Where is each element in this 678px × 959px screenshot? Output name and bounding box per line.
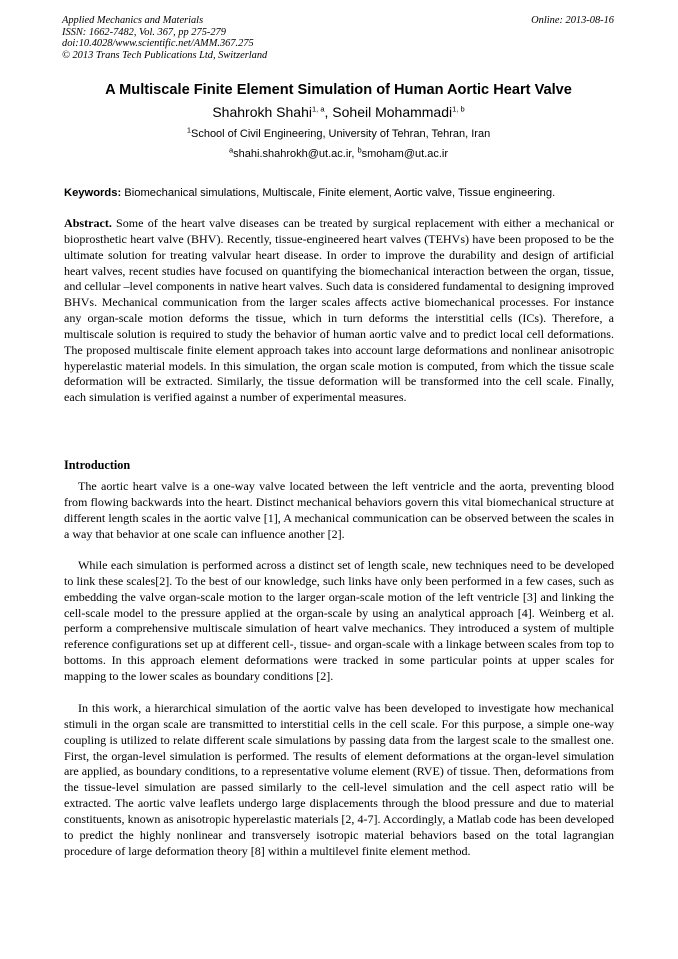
paper-title: A Multiscale Finite Element Simulation of Human Aortic Heart Valve	[105, 82, 572, 98]
abstract	[64, 216, 614, 406]
affiliation-text: School of Civil Engineering, University of Tehran, Tehran, Iran	[190, 128, 491, 140]
doi-line: doi:10.4028/www.scientific.net/AMM.367.275	[62, 38, 254, 50]
title-block	[62, 80, 615, 162]
section-heading-introduction: Introduction	[64, 458, 131, 472]
email-superscript: b	[357, 145, 362, 155]
author-separator: ,	[324, 104, 333, 120]
affiliation-superscript: 1	[186, 125, 191, 135]
author-superscript: 1, a	[311, 104, 325, 114]
email-link[interactable]: shahi.shahrokh@ut.ac.ir	[233, 148, 352, 160]
author-superscript: 1, b	[452, 104, 465, 114]
intro-paragraph-1: The aortic heart valve is a one-way valve located between the left ventricle and the aorta, preventing blood from flowing backwards into the heart. Distinct mechanical behaviors govern this vital biomechanical structure at different length scales in the aortic valve [1], A mechanical communication can be observed between the scales in a way that behavior at one scale can influence another [2].	[64, 479, 614, 541]
online-date: Online: 2013-08-16	[531, 15, 614, 26]
affiliation	[62, 126, 615, 142]
keywords-label: Keywords:	[64, 187, 122, 199]
author-list	[62, 101, 615, 123]
email-superscript: a	[228, 145, 234, 155]
intro-paragraph-2: While each simulation is performed across a distinct set of length scale, new techniques need to be developed to link these scales[2]. To the best of our knowledge, such links have only been performed in a few cases, such as embedding the valve organ-scale motion to the larger organ-scale motion of the left ventricle [3] and linking the cell-scale model to the pressure applied at the organ-scale by using an analytical approach [4]. Weinberg et al. perform a comprehensive multiscale simulation of heart valve mechanics. They introduced a system of multiple reference configurations set up at different cell-, tissue- and organ-scale with a linkage between scales from top to bottoms. In this approach element deformations were tracked in some particular points at upper scales for mapping to the lower scales as boundary conditions [2].	[64, 558, 614, 683]
journal-name: Applied Mechanics and Materials	[62, 15, 204, 26]
keywords	[64, 186, 624, 200]
email-separator: ,	[351, 148, 358, 160]
author-name: Shahrokh Shahi	[212, 104, 312, 120]
intro-paragraph-3: In this work, a hierarchical simulation of the aortic valve has been developed to investigate how mechanical stimuli in the organ scale are transmitted to interstitial cells in the cell scale. For this purpose, a simple one-way coupling is utilized to relate different scale simulations by passing data from the largest scale to the smallest one. First, the organ-level simulation is performed. The results of element deformations at the organ-level simulation are applied, as boundary conditions, to a representative volume element (RVE) of tissue. Then, deformations from the tissue-level simulation are passed similarly to the cell-level simulation and the cell aspect ratio will be extracted. The aortic valve leaflets undergo large displacements through the blood pressure and due to material constituents, known as anisotropic hyperelastic materials [2, 4-7]. Accordingly, a Matlab code has been developed to predict the highly nonlinear and transversely isotropic material behaviors based on the total lagrangian procedure of large deformation theory [8] within a multilevel finite element method.	[64, 701, 614, 858]
abstract-label: Abstract.	[64, 216, 112, 230]
abstract-text: Some of the heart valve diseases can be treated by surgical replacement with either a mechanical or bioprosthetic heart valve (BHV). Recently, tissue-engineered heart valves (TEHVs) have been proposed to be the ultimate solution for treating valvular heart disease. In order to improve the durability and design of artificial heart valves, recent studies have focused on quantifying the biomechanical interaction between the organ, tissue, and cellular –level components in native heart valves. Such data is considered fundamental to designing improved BHVs. Mechanical communication from the larger scales affects active biomechanical processes. For instance any organ-scale motion deforms the tissue, which in turn deforms the interstitial cells (ICs). Therefore, a multiscale solution is required to study the behavior of human aortic valve and to predict local cell deformations. The proposed multiscale finite element approach takes into account large deformations and nonlinear anisotropic hyperelastic material models. In this simulation, the organ scale motion is computed, from which the tissue scale deformation will be extracted. Similarly, the tissue deformation will be transformed into the cell scale. Finally, each simulation is verified against a number of experimental measures.	[64, 216, 614, 405]
author-name: Soheil Mohammadi	[332, 104, 453, 120]
email-link[interactable]: smoham@ut.ac.ir	[361, 148, 448, 160]
issn-line: ISSN: 1662-7482, Vol. 367, pp 275-279	[62, 26, 226, 38]
copyright-line: © 2013 Trans Tech Publications Ltd, Switzerland	[62, 49, 268, 61]
email-list	[62, 146, 615, 162]
keywords-text: Biomechanical simulations, Multiscale, Finite element, Aortic valve, Tissue engineering.	[121, 187, 556, 199]
journal-header	[62, 15, 267, 61]
